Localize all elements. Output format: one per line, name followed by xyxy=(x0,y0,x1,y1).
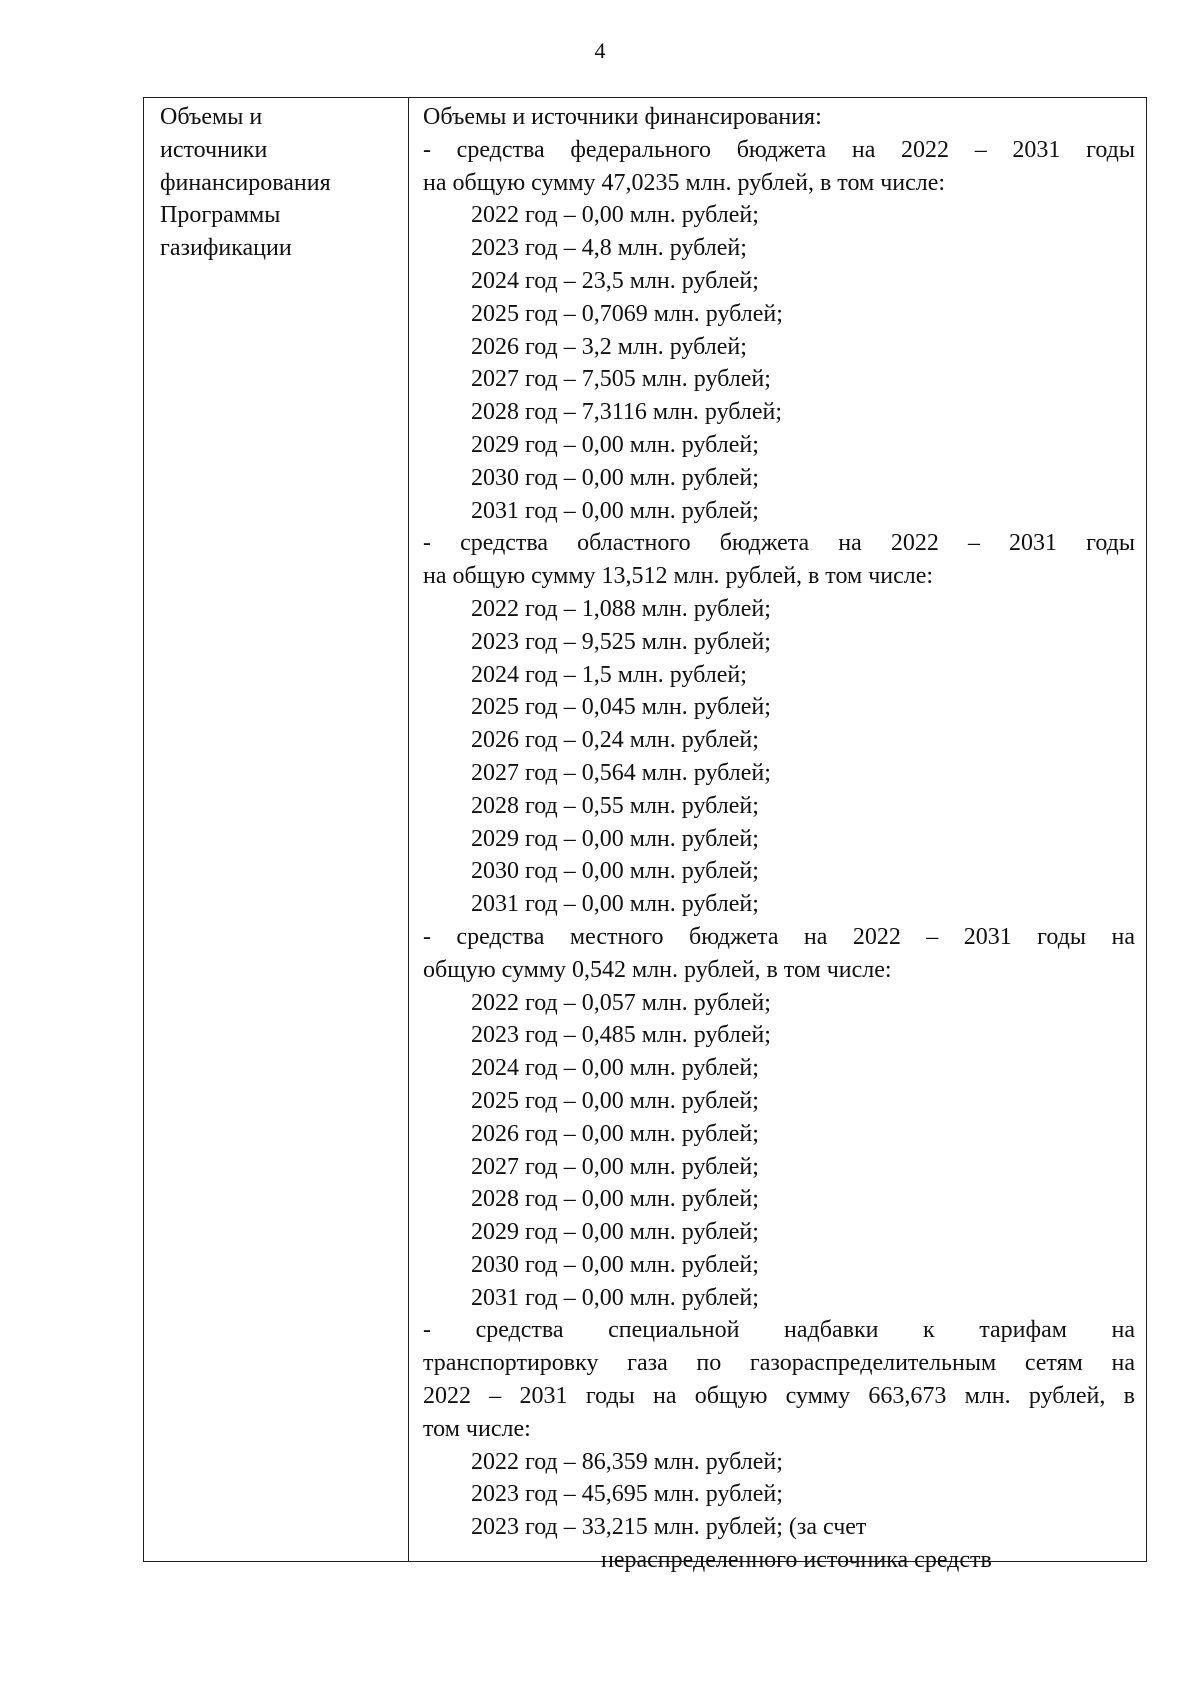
year-amount-line: 2025 год – 0,7069 млн. рублей; xyxy=(471,300,783,327)
year-amount-line: 2031 год – 0,00 млн. рублей; xyxy=(471,497,759,524)
text-line: Объемы и источники финансирования: xyxy=(423,104,822,130)
year-amount-line: 2022 год – 86,359 млн. рублей; xyxy=(471,1448,783,1475)
year-amount-line: 2026 год – 0,24 млн. рублей; xyxy=(471,727,759,754)
text-line: на общую сумму 47,0235 млн. рублей, в том числе: xyxy=(423,169,946,196)
row-label-line: источники xyxy=(160,136,268,163)
text-line: 2022 – 2031 годы на общую сумму 663,673 млн. рублей, в xyxy=(423,1383,1135,1410)
year-amount-line: 2023 год – 33,215 млн. рублей; (за счет xyxy=(471,1514,867,1541)
text-line: - средства областного бюджета на 2022 – 2031 годы xyxy=(423,530,1135,557)
row-label-line: финансирования xyxy=(160,169,331,196)
text-line: - средства местного бюджета на 2022 – 2031 годы на xyxy=(423,923,1135,950)
year-amount-line: 2025 год – 0,045 млн. рублей; xyxy=(471,694,771,721)
year-amount-line: 2024 год – 1,5 млн. рублей; xyxy=(471,661,747,688)
year-amount-line: 2030 год – 0,00 млн. рублей; xyxy=(471,858,759,885)
year-amount-line: 2024 год – 0,00 млн. рублей; xyxy=(471,1055,759,1082)
year-amount-line: 2026 год – 3,2 млн. рублей; xyxy=(471,333,747,360)
text-line: общую сумму 0,542 млн. рублей, в том числе: xyxy=(423,956,892,983)
financing-table xyxy=(143,97,1147,1574)
text-line: транспортировку газа по газораспределительным сетям на xyxy=(423,1350,1135,1377)
year-amount-line: 2023 год – 9,525 млн. рублей; xyxy=(471,628,771,655)
row-label-line: Объемы и xyxy=(160,104,263,130)
year-amount-line: 2031 год – 0,00 млн. рублей; xyxy=(471,1284,759,1311)
financing-details-cell xyxy=(423,101,1135,1577)
year-amount-line: 2028 год – 7,3116 млн. рублей; xyxy=(471,399,783,426)
year-amount-line: 2029 год – 0,00 млн. рублей; xyxy=(471,431,759,458)
year-amount-line: 2027 год – 0,564 млн. рублей; xyxy=(471,759,771,786)
column-divider xyxy=(408,98,409,1561)
year-amount-line: 2022 год – 1,088 млн. рублей; xyxy=(471,595,771,622)
year-amount-line: 2028 год – 0,55 млн. рублей; xyxy=(471,792,759,819)
row-label-cell xyxy=(160,101,400,265)
year-amount-line: 2024 год – 23,5 млн. рублей; xyxy=(471,267,759,294)
year-amount-line: 2025 год – 0,00 млн. рублей; xyxy=(471,1087,759,1114)
year-amount-line: 2023 год – 4,8 млн. рублей; xyxy=(471,235,747,262)
page-number: 4 xyxy=(594,38,606,63)
text-line: том числе: xyxy=(423,1415,531,1442)
year-amount-line: 2031 год – 0,00 млн. рублей; xyxy=(471,891,759,918)
year-amount-line: нераспределенного источника средств xyxy=(601,1547,992,1574)
year-amount-line: 2027 год – 0,00 млн. рублей; xyxy=(471,1153,759,1180)
text-line: - средства федерального бюджета на 2022 – 2031 годы xyxy=(423,136,1135,163)
text-line: - средства специальной надбавки к тарифам на xyxy=(423,1317,1135,1344)
year-amount-line: 2022 год – 0,00 млн. рублей; xyxy=(471,202,759,229)
year-amount-line: 2026 год – 0,00 млн. рублей; xyxy=(471,1120,759,1147)
year-amount-line: 2022 год – 0,057 млн. рублей; xyxy=(471,989,771,1016)
year-amount-line: 2027 год – 7,505 млн. рублей; xyxy=(471,366,771,393)
year-amount-line: 2029 год – 0,00 млн. рублей; xyxy=(471,825,759,852)
year-amount-line: 2023 год – 45,695 млн. рублей; xyxy=(471,1481,783,1508)
year-amount-line: 2030 год – 0,00 млн. рублей; xyxy=(471,1251,759,1278)
row-label-line: Программы xyxy=(160,202,281,229)
year-amount-line: 2023 год – 0,485 млн. рублей; xyxy=(471,1022,771,1049)
year-amount-line: 2029 год – 0,00 млн. рублей; xyxy=(471,1219,759,1246)
text-line: на общую сумму 13,512 млн. рублей, в том числе: xyxy=(423,563,934,590)
year-amount-line: 2028 год – 0,00 млн. рублей; xyxy=(471,1186,759,1213)
year-amount-line: 2030 год – 0,00 млн. рублей; xyxy=(471,464,759,491)
row-label-line: газификации xyxy=(160,235,292,262)
